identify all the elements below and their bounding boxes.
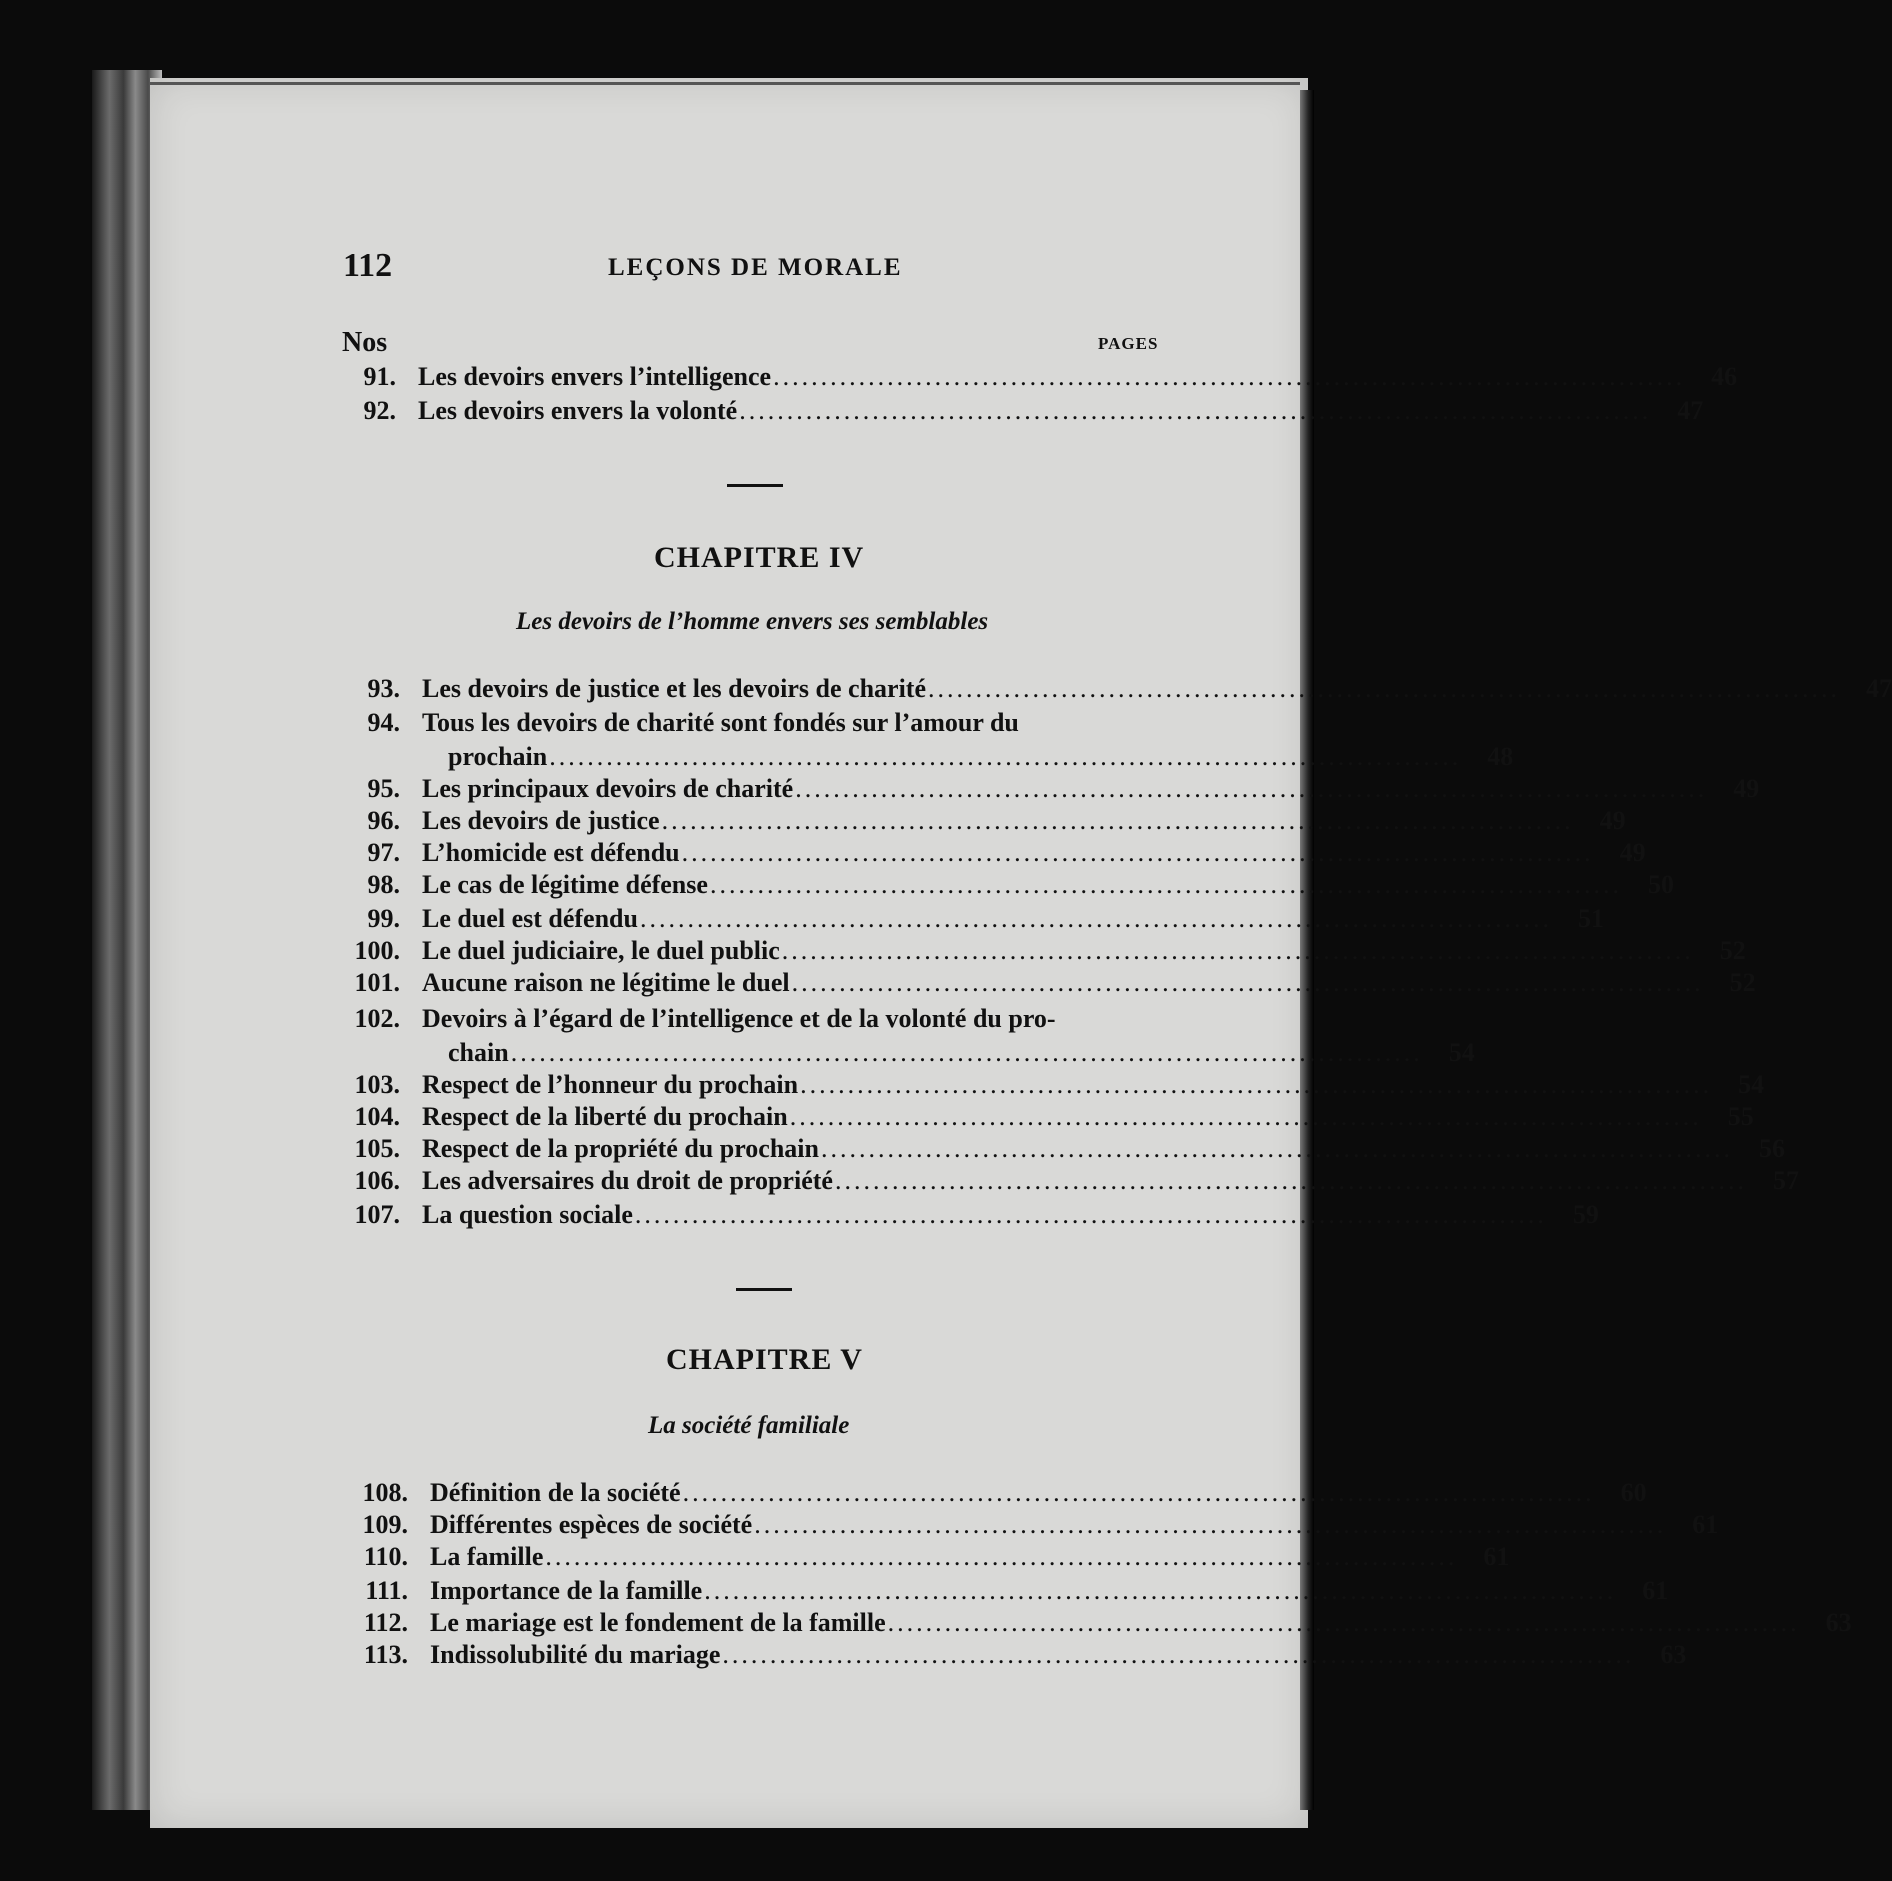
leader-dots: ................................................................................................ xyxy=(754,1510,1667,1539)
entry-number: 104. xyxy=(354,1102,400,1131)
entry-number: 95. xyxy=(367,774,400,803)
toc-entry xyxy=(367,774,1760,804)
leader-dots: ................................................................................................ xyxy=(681,838,1594,867)
toc-entry xyxy=(354,968,1756,998)
pages-column-label: PAGES xyxy=(1098,334,1159,353)
chapter-separator xyxy=(736,1288,792,1291)
toc-entry xyxy=(354,1200,1599,1230)
entry-page: 59 xyxy=(1572,1200,1599,1229)
page-top-edge xyxy=(150,82,1300,85)
entry-title-line-2: prochain xyxy=(448,742,548,771)
entry-title: La famille xyxy=(430,1542,544,1571)
chapter-v-title: CHAPITRE V xyxy=(666,1343,863,1376)
entry-page: 48 xyxy=(1487,742,1514,771)
entry-title: Indissolubilité du mariage xyxy=(430,1640,721,1669)
entry-number: 93. xyxy=(367,674,400,703)
entry-page: 61 xyxy=(1483,1542,1510,1571)
entry-page: 54 xyxy=(1738,1070,1765,1099)
entry-title: Respect de l’honneur du prochain xyxy=(422,1070,799,1099)
entry-title: Le cas de légitime défense xyxy=(422,870,708,899)
entry-page: 46 xyxy=(1711,362,1738,391)
entry-number: 102. xyxy=(354,1004,400,1033)
leader-dots: ................................................................................................ xyxy=(549,742,1462,771)
leader-dots: ................................................................................................ xyxy=(791,968,1704,997)
entry-number: 109. xyxy=(362,1510,408,1539)
entry-number: 101. xyxy=(354,968,400,997)
toc-entry xyxy=(362,1478,1647,1508)
entry-number: 112. xyxy=(363,1608,408,1637)
entry-page: 52 xyxy=(1729,968,1756,997)
toc-entry xyxy=(365,1576,1669,1606)
entry-page: 63 xyxy=(1660,1640,1687,1669)
entry-title: Aucune raison ne légitime le duel xyxy=(422,968,790,997)
entry-title: Différentes espèces de société xyxy=(430,1510,753,1539)
entry-number: 110. xyxy=(363,1542,408,1571)
entry-number: 97. xyxy=(367,838,400,867)
entry-page: 51 xyxy=(1577,904,1604,933)
leader-dots: ................................................................................................ xyxy=(739,396,1652,425)
entry-title: Les devoirs envers la volonté xyxy=(418,396,738,425)
toc-entry xyxy=(363,1608,1852,1638)
toc-entry xyxy=(367,870,1674,900)
chapter-iv-title: CHAPITRE IV xyxy=(654,541,865,574)
entry-number: 105. xyxy=(354,1134,400,1163)
toc-entry xyxy=(367,708,1514,772)
entry-page: 47 xyxy=(1866,674,1892,703)
entry-title: Définition de la société xyxy=(430,1478,681,1507)
entry-page: 47 xyxy=(1677,396,1704,425)
chapter-separator xyxy=(727,484,783,487)
toc-entry xyxy=(367,806,1626,836)
leader-dots: ................................................................................................ xyxy=(704,1576,1617,1605)
entry-page: 55 xyxy=(1727,1102,1754,1131)
entry-page: 54 xyxy=(1448,1038,1475,1067)
entry-title: Le duel est défendu xyxy=(422,904,638,933)
entry-title-line-2: chain xyxy=(448,1038,509,1067)
entry-number: 91. xyxy=(363,362,396,391)
entry-number: 103. xyxy=(354,1070,400,1099)
toc-entry xyxy=(367,904,1604,934)
entry-number: 111. xyxy=(365,1576,408,1605)
leader-dots: ................................................................................................ xyxy=(820,1134,1733,1163)
entry-title: Les devoirs envers l’intelligence xyxy=(418,362,772,391)
toc-entry xyxy=(363,396,1704,426)
leader-dots: ................................................................................................ xyxy=(773,362,1686,391)
entry-title: Le duel judiciaire, le duel public xyxy=(422,936,780,965)
toc-entry xyxy=(354,1102,1754,1132)
entry-title-line-1: Tous les devoirs de charité sont fondés sur l’amour du xyxy=(422,708,1019,737)
leader-dots: ................................................................................................ xyxy=(800,1070,1713,1099)
leader-dots: ................................................................................................ xyxy=(722,1640,1635,1669)
entry-page: 61 xyxy=(1642,1576,1669,1605)
chapter-iv-subtitle: Les devoirs de l’homme envers ses semblables xyxy=(516,608,989,635)
entry-title: Les adversaires du droit de propriété xyxy=(422,1166,833,1195)
nos-column-label: Nos xyxy=(342,327,388,358)
entry-page: 61 xyxy=(1692,1510,1719,1539)
running-title: LEÇONS DE MORALE xyxy=(608,254,903,281)
toc-entry xyxy=(354,1134,1785,1164)
entry-number: 107. xyxy=(354,1200,400,1229)
toc-entry xyxy=(354,1070,1765,1100)
entry-title: Les devoirs de justice xyxy=(422,806,660,835)
toc-entry xyxy=(367,838,1646,868)
entry-page: 57 xyxy=(1772,1166,1799,1195)
entry-number: 106. xyxy=(354,1166,400,1195)
entry-title-line-1: Devoirs à l’égard de l’intelligence et de la volonté du pro- xyxy=(422,1004,1056,1033)
toc-entry xyxy=(363,362,1738,392)
entry-page: 63 xyxy=(1825,1608,1852,1637)
entry-title: Les devoirs de justice et les devoirs de charité xyxy=(422,674,927,703)
entry-page: 49 xyxy=(1619,838,1646,867)
leader-dots: ................................................................................................ xyxy=(709,870,1622,899)
leader-dots: ................................................................................................ xyxy=(634,1200,1547,1229)
entry-number: 99. xyxy=(367,904,400,933)
entry-title: Respect de la liberté du prochain xyxy=(422,1102,788,1131)
leader-dots: ................................................................................................ xyxy=(887,1608,1800,1637)
entry-number: 96. xyxy=(367,806,400,835)
entry-title: La question sociale xyxy=(422,1200,633,1229)
leader-dots: ................................................................................................ xyxy=(545,1542,1458,1571)
toc-entry xyxy=(354,936,1746,966)
toc-entry xyxy=(354,1166,1799,1196)
entry-title: L’homicide est défendu xyxy=(422,838,680,867)
toc-entry xyxy=(367,674,1892,704)
leader-dots: ................................................................................................ xyxy=(682,1478,1595,1507)
entry-page: 56 xyxy=(1758,1134,1785,1163)
entry-page: 60 xyxy=(1620,1478,1647,1507)
entry-page: 49 xyxy=(1599,806,1626,835)
entry-number: 94. xyxy=(367,708,400,737)
toc-entry xyxy=(363,1542,1510,1572)
toc-entry xyxy=(354,1004,1475,1068)
entry-page: 52 xyxy=(1719,936,1746,965)
entry-number: 92. xyxy=(363,396,396,425)
entry-page: 49 xyxy=(1733,774,1760,803)
leader-dots: ................................................................................................ xyxy=(661,806,1574,835)
entry-title: Respect de la propriété du prochain xyxy=(422,1134,819,1163)
entry-number: 100. xyxy=(354,936,400,965)
entry-title: Importance de la famille xyxy=(430,1576,703,1605)
page-number: 112 xyxy=(343,247,393,284)
leader-dots: ................................................................................................ xyxy=(789,1102,1702,1131)
leader-dots: ................................................................................................ xyxy=(834,1166,1747,1195)
leader-dots: ................................................................................................ xyxy=(795,774,1708,803)
chapter-v-subtitle: La société familiale xyxy=(648,1412,850,1439)
toc-entry xyxy=(362,1510,1719,1540)
toc-entry xyxy=(363,1640,1687,1670)
entry-title: Le mariage est le fondement de la famille xyxy=(430,1608,886,1637)
entry-title: Les principaux devoirs de charité xyxy=(422,774,794,803)
leader-dots: ................................................................................................ xyxy=(928,674,1841,703)
entry-number: 113. xyxy=(363,1640,408,1669)
leader-dots: ................................................................................................ xyxy=(781,936,1694,965)
leader-dots: ................................................................................................ xyxy=(639,904,1552,933)
entry-page: 50 xyxy=(1647,870,1674,899)
entry-number: 98. xyxy=(367,870,400,899)
entry-number: 108. xyxy=(362,1478,408,1507)
leader-dots: ................................................................................................ xyxy=(510,1038,1423,1067)
